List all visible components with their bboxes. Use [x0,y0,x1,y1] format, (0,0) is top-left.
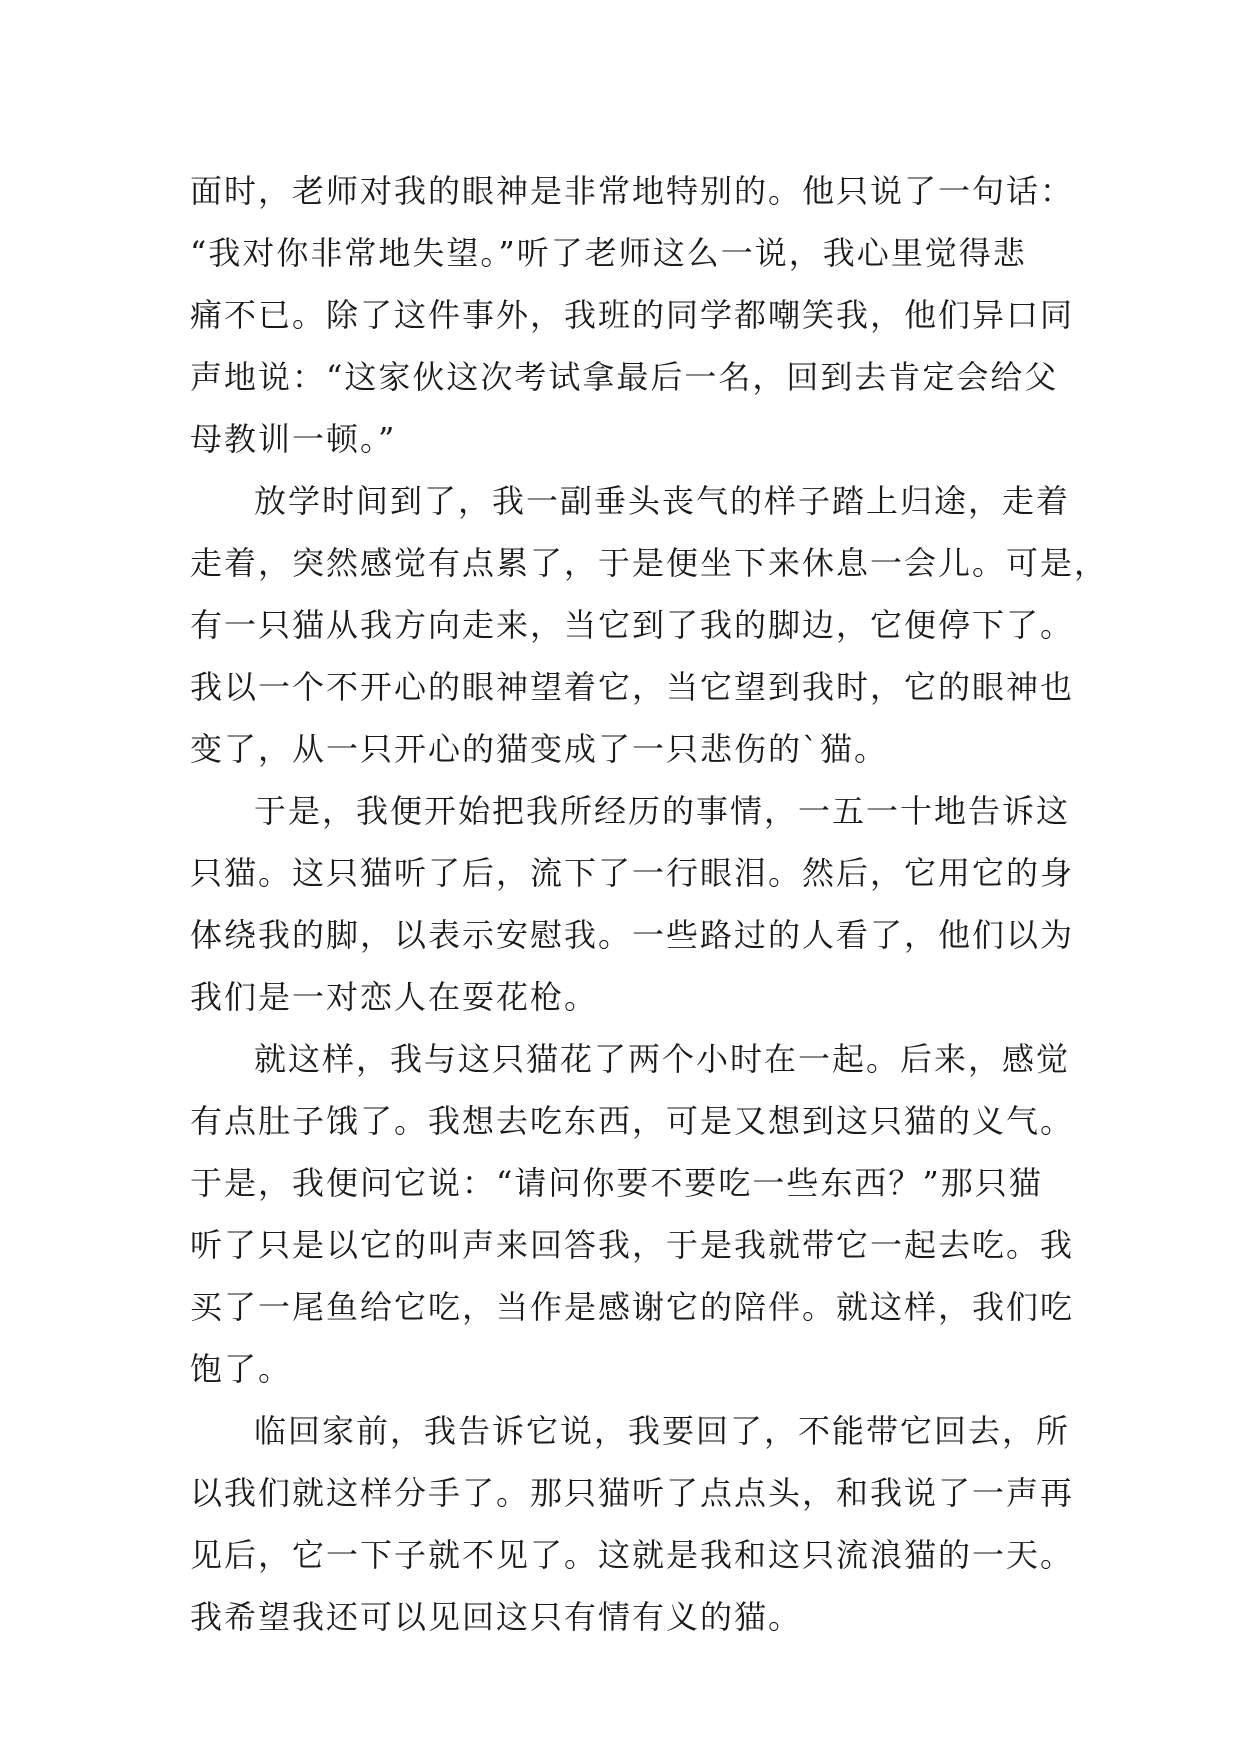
text-line: 只猫。这只猫听了后，流下了一行眼泪。然后，它用它的身 [190,854,1075,892]
document-body [190,160,1109,1648]
text-line: 就这样，我与这只猫花了两个小时在一起。后来，感觉 [254,1040,1071,1078]
text-line: 见后，它一下子就不见了。这就是我和这只流浪猫的一天。 [190,1536,1075,1574]
text-line: 体绕我的脚，以表示安慰我。一些路过的人看了，他们以为 [190,916,1075,954]
text-line: 饱了。 [190,1350,293,1388]
text-line: 我希望我还可以见回这只有情有义的猫。 [190,1598,803,1636]
text-line: 有点肚子饿了。我想去吃东西，可是又想到这只猫的义气。 [190,1102,1075,1140]
text-line: “我对你非常地失望。”听了老师这么一说，我心里觉得悲 [190,234,1027,272]
text-line: 有一只猫从我方向走来，当它到了我的脚边，它便停下了。 [190,606,1075,644]
text-line: 痛不已。除了这件事外，我班的同学都嘲笑我，他们异口同 [190,296,1075,334]
text-line: 临回家前，我告诉它说，我要回了，不能带它回去，所 [254,1412,1071,1450]
text-line: 放学时间到了，我一副垂头丧气的样子踏上归途，走着 [254,482,1071,520]
text-line: 面时，老师对我的眼神是非常地特别的。他只说了一句话： [190,172,1075,210]
text-line: 买了一尾鱼给它吃，当作是感谢它的陪伴。就这样，我们吃 [190,1288,1075,1326]
text-line: 变了，从一只开心的猫变成了一只悲伤的`猫。 [190,730,889,768]
text-line: 听了只是以它的叫声来回答我，于是我就带它一起去吃。我 [190,1226,1075,1264]
text-line: 母教训一顿。” [190,420,397,458]
text-line: 走着，突然感觉有点累了，于是便坐下来休息一会儿。可是， [190,544,1109,582]
text-line: 于是，我便问它说：“请问你要不要吃一些东西？”那只猫 [190,1164,1043,1202]
text-line: 我以一个不开心的眼神望着它，当它望到我时，它的眼神也 [190,668,1075,706]
text-line: 声地说：“这家伙这次考试拿最后一名，回到去肯定会给父 [190,358,1059,396]
text-line: 以我们就这样分手了。那只猫听了点点头，和我说了一声再 [190,1474,1075,1512]
text-line: 我们是一对恋人在耍花枪。 [190,978,599,1016]
text-line: 于是，我便开始把我所经历的事情，一五一十地告诉这 [254,792,1071,830]
